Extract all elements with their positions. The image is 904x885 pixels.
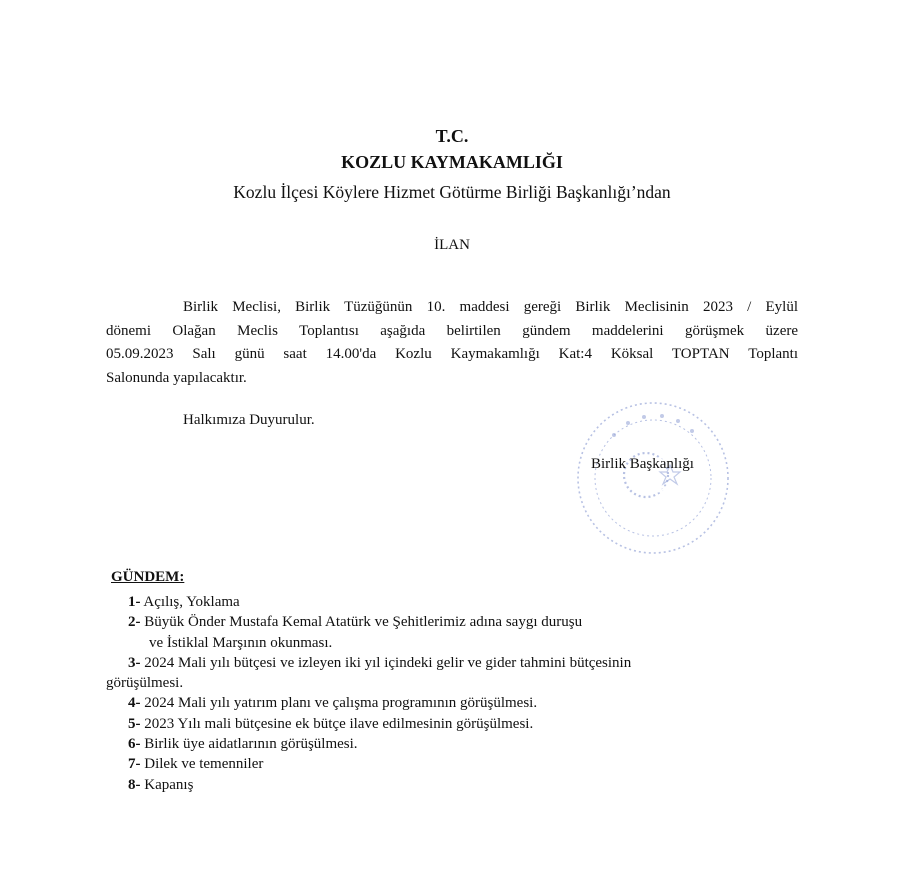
body-paragraph <box>106 296 798 390</box>
list-item <box>106 693 631 713</box>
agenda-title: GÜNDEM: <box>111 569 185 585</box>
item-text: 2024 Mali yılı bütçesi ve izleyen iki yıl içindeki gelir ve gider tahmini bütçesinin <box>140 654 632 671</box>
item-number: 1- <box>128 594 141 610</box>
item-text: Büyük Önder Mustafa Kemal Atatürk ve Şehitlerimiz adına saygı duruşu <box>140 614 583 631</box>
item-number: 7- <box>128 756 141 773</box>
item-number: 2- <box>128 614 141 631</box>
notice-title: İLAN <box>434 237 470 253</box>
item-text: 2023 Yılı mali bütçesine ek bütçe ilave edilmesinin görüşülmesi. <box>140 715 534 732</box>
item-number: 4- <box>128 695 141 712</box>
item-text: Kapanış <box>140 776 194 793</box>
list-item-continuation: görüşülmesi. <box>106 675 184 692</box>
list-item-continuation: ve İstiklal Marşının okunması. <box>149 634 333 651</box>
header-union: Kozlu İlçesi Köylere Hizmet Götürme Birliği Başkanlığı’ndan <box>233 182 671 202</box>
item-text: Dilek ve temenniler <box>140 756 264 773</box>
header-tc: T.C. <box>435 126 469 146</box>
signature-text: Birlik Başkanlığı <box>591 456 694 472</box>
body-line: dönemi Olağan Meclis Toplantısı aşağıda belirtilen gündem maddelerini görüşmek üzere <box>106 322 798 339</box>
item-number: 5- <box>128 715 141 732</box>
list-item <box>106 775 631 795</box>
item-text: 2024 Mali yılı yatırım planı ve çalışma programının görüşülmesi. <box>140 695 538 712</box>
item-number: 6- <box>128 736 141 753</box>
list-item <box>106 734 631 754</box>
body-line: Birlik Meclisi, Birlik Tüzüğünün 10. maddesi gereği Birlik Meclisinin 2023 / Eylül <box>183 299 798 315</box>
item-text: Açılış, Yoklama <box>140 594 240 610</box>
body-line: 05.09.2023 Salı günü saat 14.00'da Kozlu Kaymakamlığı Kat:4 Köksal TOPTAN Toplantı <box>106 346 798 362</box>
list-item <box>106 653 631 673</box>
list-item <box>106 592 631 612</box>
item-text: Birlik üye aidatlarının görüşülmesi. <box>140 736 358 753</box>
item-number: 8- <box>128 776 141 793</box>
item-number: 3- <box>128 654 141 671</box>
body-line: Salonunda yapılacaktır. <box>106 369 247 386</box>
announcement: Halkımıza Duyurulur. <box>183 412 315 428</box>
official-seal <box>574 399 732 557</box>
list-item <box>106 754 631 774</box>
agenda-list <box>106 592 631 795</box>
list-item <box>106 714 631 734</box>
header-office: KOZLU KAYMAKAMLIĞI <box>341 152 563 172</box>
list-item <box>106 612 631 632</box>
seal-icon <box>574 399 732 557</box>
